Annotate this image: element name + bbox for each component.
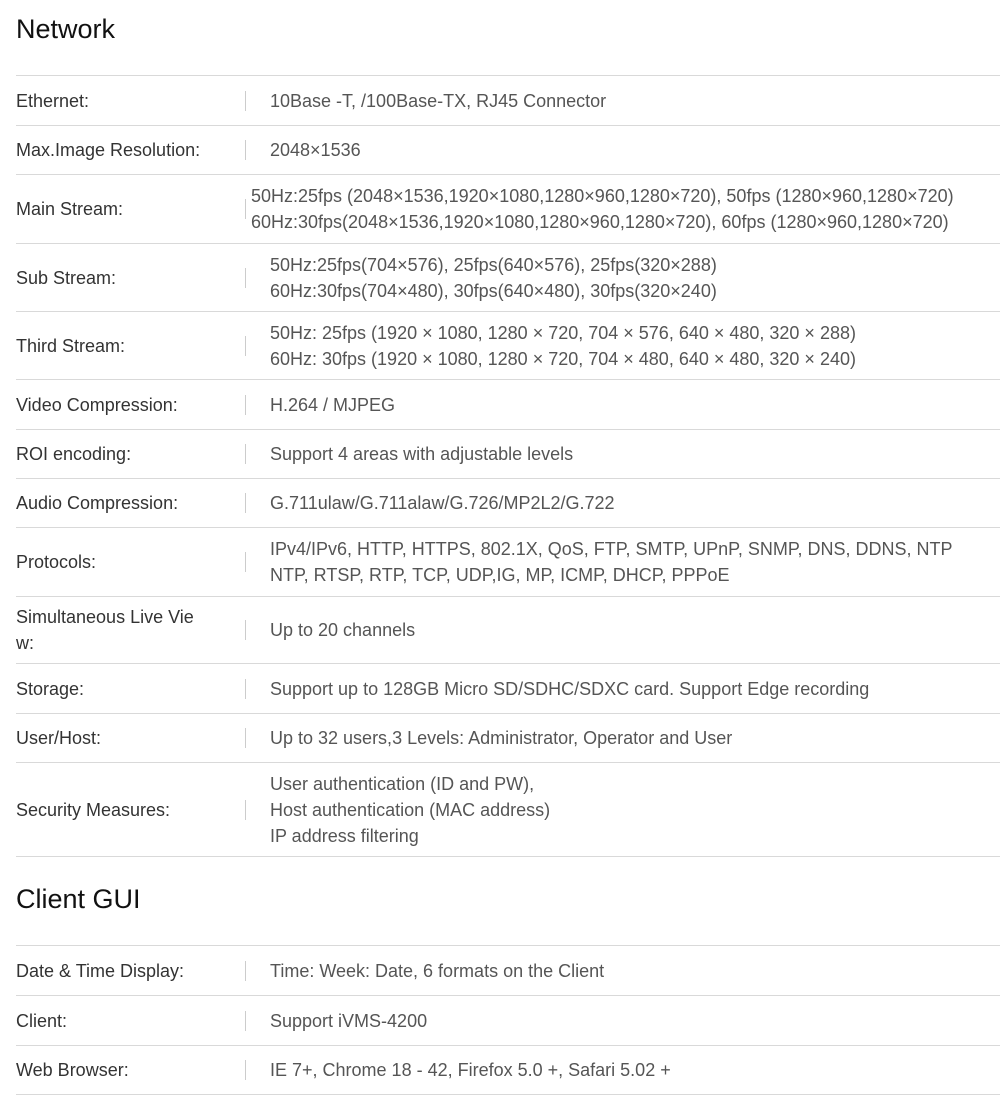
column-divider [245,395,246,415]
spec-value-line: 60Hz:30fps(704×480), 30fps(640×480), 30fps(320×240) [270,280,717,301]
spec-row-storage [16,664,1000,714]
spec-value [270,1057,671,1083]
spec-value-line: IPv4/IPv6, HTTP, HTTPS, 802.1X, QoS, FTP, SMTP, UPnP, SNMP, DNS, DDNS, NTP [270,539,953,559]
spec-row-simultaneous-live-view [16,597,1000,664]
spec-value [270,441,573,467]
spec-row-audio-compression [16,479,1000,528]
spec-row-main-stream [16,175,1000,244]
spec-row-date-time-display [16,946,1000,996]
column-divider [245,728,246,748]
spec-label-line: Simultaneous Live Vie [16,607,194,627]
column-divider [245,336,246,356]
spec-value-line: 60Hz:30fps(2048×1536,1920×1080,1280×960,1280×720), 60fps (1280×960,1280×720) [251,212,949,232]
spec-value-line: Support iVMS-4200 [270,1010,428,1031]
spec-value-line: H.264 / MJPEG [270,394,396,415]
spec-row-protocols [16,528,1000,597]
spec-label: Audio Compression: [16,493,179,513]
spec-value-line: 2048×1536 [270,140,361,160]
spec-table-client-gui [16,945,1000,1095]
spec-value-line: 10Base -T, /100Base-TX, RJ45 Connector [270,90,607,111]
spec-row-ethernet [16,76,1000,126]
spec-row-sub-stream [16,244,1000,312]
spec-value-line: Up to 20 channels [270,620,416,640]
spec-value [270,958,604,984]
spec-value-line: 50Hz:25fps(704×576), 25fps(640×576), 25fps(320×288) [270,254,717,275]
spec-label: Protocols: [16,552,97,572]
spec-row-video-compression [16,380,1000,430]
spec-label: Ethernet: [16,90,90,111]
column-divider [245,140,246,160]
column-divider [245,620,246,640]
spec-label: Main Stream: [16,199,124,219]
spec-value [270,137,361,163]
spec-row-max-image-resolution [16,126,1000,175]
spec-label: ROI encoding: [16,444,132,464]
spec-label-line: w: [16,633,34,653]
spec-label: Third Stream: [16,335,126,356]
column-divider [245,268,246,288]
spec-value [270,725,732,751]
spec-value-line: Support up to 128GB Micro SD/SDHC/SDXC card. Support Edge recording [270,678,870,699]
column-divider [245,91,246,111]
section-title-client-gui: Client GUI [16,884,141,914]
spec-label: Date & Time Display: [16,960,185,981]
spec-value [270,676,869,702]
spec-value-line: Host authentication (MAC address) [270,799,551,820]
spec-value-line: 60Hz: 30fps (1920 × 1080, 1280 × 720, 704 × 480, 640 × 480, 320 × 240) [270,348,856,369]
column-divider [245,800,246,820]
column-divider [245,444,246,464]
spec-label: Storage: [16,678,85,699]
column-divider [245,1011,246,1031]
column-divider [245,679,246,699]
spec-row-user-host [16,714,1000,763]
spec-value-line: IE 7+, Chrome 18 - 42, Firefox 5.0 +, Safari 5.02 + [270,1060,671,1080]
spec-label: User/Host: [16,728,102,748]
spec-value-line: Up to 32 users,3 Levels: Administrator, Operator and User [270,728,733,748]
spec-label: Client: [16,1010,68,1031]
spec-value [270,771,550,849]
spec-value-line: IP address filtering [270,825,419,846]
spec-value-line: G.711ulaw/G.711alaw/G.726/MP2L2/G.722 [270,493,615,513]
spec-label: Video Compression: [16,394,178,415]
spec-value [270,392,395,418]
spec-value [270,252,717,304]
spec-value [270,617,415,643]
spec-table-network [16,75,1000,857]
column-divider [245,199,246,219]
spec-value-line: User authentication (ID and PW), [270,773,535,794]
spec-value-line: 50Hz: 25fps (1920 × 1080, 1280 × 720, 704 × 576, 640 × 480, 320 × 288) [270,322,856,343]
spec-value [270,320,856,372]
column-divider [245,493,246,513]
spec-value [270,536,953,588]
spec-value-line: 50Hz:25fps (2048×1536,1920×1080,1280×960,1280×720), 50fps (1280×960,1280×720) [251,186,954,206]
column-divider [245,1060,246,1080]
spec-row-third-stream [16,312,1000,380]
spec-value [270,88,606,114]
spec-value [251,183,954,235]
section-title-network: Network [16,14,116,44]
spec-value-line: NTP, RTSP, RTP, TCP, UDP,IG, MP, ICMP, DHCP, PPPoE [270,565,730,585]
spec-label [16,604,226,656]
column-divider [245,961,246,981]
spec-row-security-measures [16,763,1000,857]
spec-value-line: Support 4 areas with adjustable levels [270,444,574,464]
spec-row-client [16,996,1000,1046]
spec-value-line: Time: Week: Date, 6 formats on the Client [270,960,605,981]
spec-value [270,490,615,516]
spec-row-roi-encoding [16,430,1000,479]
spec-row-web-browser [16,1046,1000,1095]
column-divider [245,552,246,572]
spec-label: Web Browser: [16,1060,129,1080]
spec-label: Max.Image Resolution: [16,140,201,160]
spec-value [270,1008,427,1034]
spec-label: Sub Stream: [16,267,117,288]
spec-label: Security Measures: [16,799,171,820]
